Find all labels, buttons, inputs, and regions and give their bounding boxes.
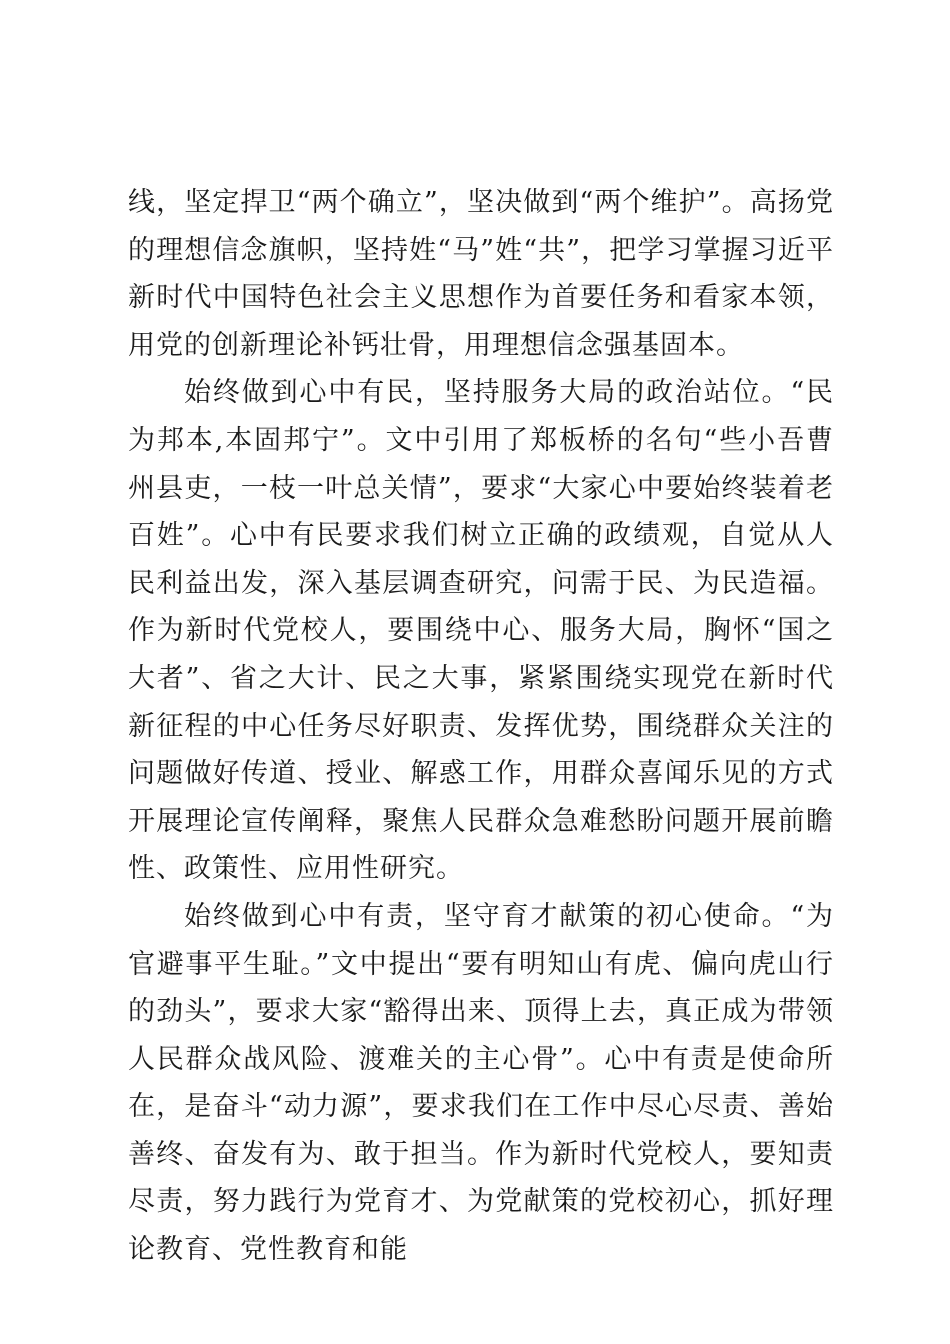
paragraph-heart-for-duty: 始终做到心中有责，坚守育才献策的初心使命。“为官避事平生耻。”文中提出“要有明知山有虎、偏向虎山行的劲头”，要求大家“豁得出来、顶得上去，真正成为带领人民群众战风险、渡难关的主心骨”。心中有责是使命所在，是奋斗“动力源”，要求我们在工作中尽心尽责、善始善终、奋发有为、敢于担当。作为新时代党校人，要知责尽责，努力践行为党育才、为党献策的党校初心，抓好理论教育、党性教育和能 <box>128 900 834 1266</box>
paragraph-heart-for-people: 始终做到心中有民，坚持服务大局的政治站位。“民为邦本,本固邦宁”。文中引用了郑板桥的名句“些小吾曹州县吏，一枝一叶总关情”，要求“大家心中要始终装着老百姓”。心中有民要求我们树立正确的政绩观，自觉从人民利益出发，深入基层调查研究，问需于民、为民造福。作为新时代党校人，要围绕中心、服务大局，胸怀“国之大者”、省之大计、民之大事，紧紧围绕实现党在新时代新征程的中心任务尽好职责、发挥优势，围绕群众关注的问题做好传道、授业、解惑工作，用群众喜闻乐见的方式开展理论宣传阐释，聚焦人民群众急难愁盼问题开展前瞻性、政策性、应用性研究。 <box>128 377 834 885</box>
paragraph-continuation: 线，坚定捍卫“两个确立”，坚决做到“两个维护”。高扬党的理想信念旗帜，坚持姓“马”姓“共”，把学习掌握习近平新时代中国特色社会主义思想作为首要任务和看家本领，用党的创新理论补钙壮骨，用理想信念强基固本。 <box>128 187 834 361</box>
document-body <box>128 179 834 1274</box>
